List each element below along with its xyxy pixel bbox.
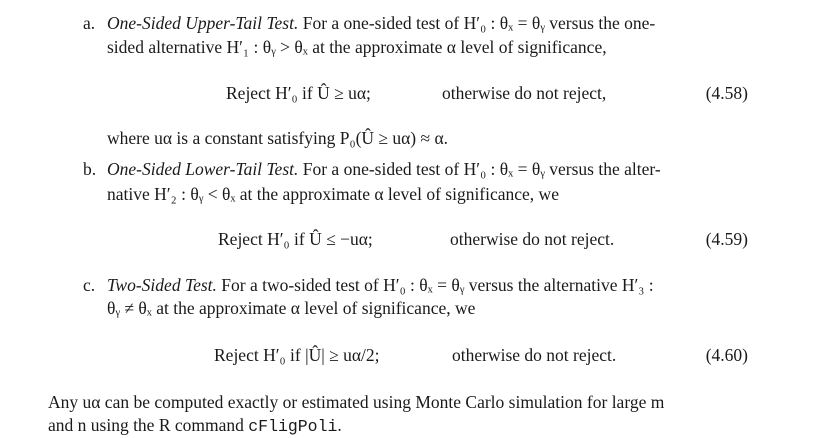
closing-line2-text: and n using the R command <box>48 415 244 435</box>
item-b-line1 <box>107 158 661 180</box>
equation-4-59: Reject H′₀ if Û ≤ −uα; <box>218 229 373 249</box>
item-b-line1-rest: For a one-sided test of H′₀ : θₓ = θᵧ versus the alter- <box>302 159 661 179</box>
r-command: cFligPoli <box>248 417 338 436</box>
equation-number-4-59: (4.59) <box>705 229 748 249</box>
item-b-heading: One-Sided Lower-Tail Test. <box>107 159 299 179</box>
item-c-heading: Two-Sided Test. <box>107 275 217 295</box>
item-c-line1 <box>107 274 654 296</box>
closing-line2-end: . <box>337 415 342 435</box>
item-a-after: where uα is a constant satisfying P₀(Û ≥ uα) ≈ α. <box>107 128 449 148</box>
closing-line2 <box>48 414 342 438</box>
equation-4-60: Reject H′₀ if |Û| ≥ uα/2; <box>214 345 380 365</box>
item-b-marker: b. <box>83 159 97 179</box>
equation-number-4-58: (4.58) <box>705 83 748 103</box>
item-a-marker: a. <box>83 13 96 33</box>
equation-number-4-60: (4.60) <box>705 345 748 365</box>
item-c-line2: θᵧ ≠ θₓ at the approximate α level of significance, we <box>107 298 476 318</box>
equation-4-59-otherwise: otherwise do not reject. <box>450 229 615 249</box>
equation-4-60-otherwise: otherwise do not reject. <box>452 345 617 365</box>
item-b-line2: native H′₂ : θᵧ < θₓ at the approximate α level of significance, we <box>107 184 559 204</box>
item-a-line2: sided alternative H′₁ : θᵧ > θₓ at the approximate α level of significance, <box>107 37 607 57</box>
item-a-line1 <box>107 12 655 34</box>
item-c-line1-rest: For a two-sided test of H′₀ : θₓ = θᵧ versus the alternative H′₃ : <box>221 275 654 295</box>
item-c-marker: c. <box>83 275 96 295</box>
closing-line1: Any uα can be computed exactly or estimated using Monte Carlo simulation for large m <box>48 392 665 412</box>
equation-4-58: Reject H′₀ if Û ≥ uα; <box>226 83 371 103</box>
equation-4-58-otherwise: otherwise do not reject, <box>442 83 607 103</box>
item-a-heading: One-Sided Upper-Tail Test. <box>107 13 299 33</box>
item-a-line1-rest: For a one-sided test of H′₀ : θₓ = θᵧ versus the one- <box>302 13 656 33</box>
